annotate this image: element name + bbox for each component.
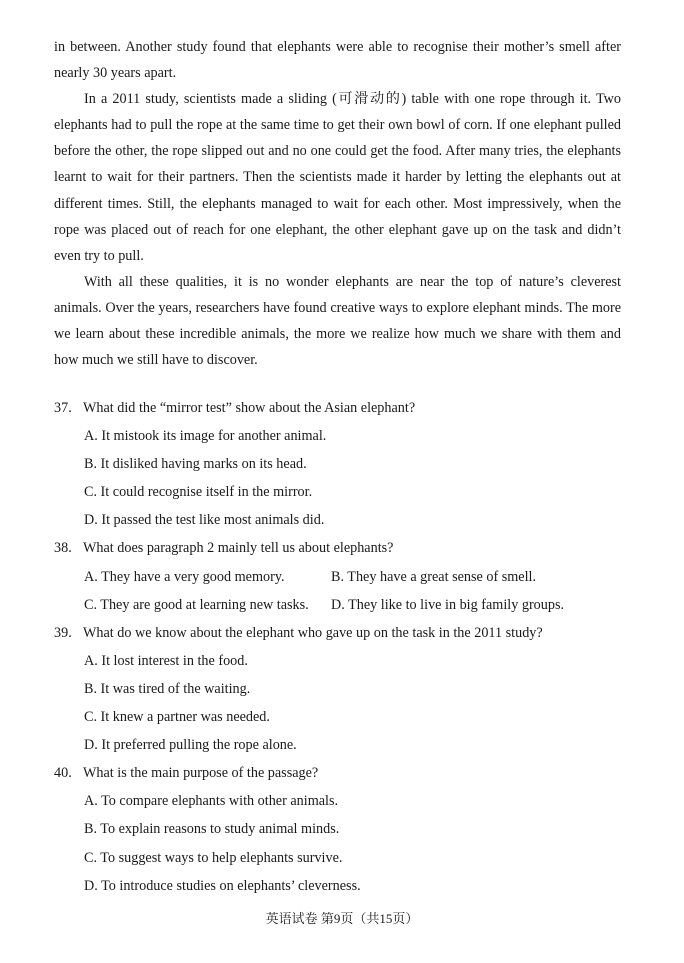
- option-d: D. To introduce studies on elephants’ cleverness.: [84, 877, 361, 894]
- question-text: What does paragraph 2 mainly tell us about elephants?: [83, 540, 394, 557]
- option-c: C. It knew a partner was needed.: [84, 709, 270, 726]
- option-a: A. They have a very good memory.: [84, 568, 285, 585]
- page-footer: 英语试卷 第9页（共15页）: [265, 911, 419, 926]
- option-b: B. It was tired of the waiting.: [84, 680, 251, 697]
- option-d: D. It passed the test like most animals did.: [84, 512, 325, 529]
- question-37: [54, 394, 634, 534]
- option-d: D. They like to live in big family groups.: [331, 596, 565, 613]
- question-text: What did the “mirror test” show about the Asian elephant?: [83, 400, 416, 416]
- question-number: 40.: [54, 765, 72, 782]
- question-number: 38.: [54, 540, 72, 557]
- option-c: C. It could recognise itself in the mirror.: [84, 484, 313, 501]
- option-b: B. They have a great sense of smell.: [331, 568, 536, 585]
- passage-paragraph-3: With all these qualities, it is no wonder elephants are near the top of nature’s cleverest animals. Over the years, researchers have found creative ways to explore elephant minds. The more we learn about these incredible animals, the more we realize how much we share with them and how much we still have to discover.: [54, 273, 621, 369]
- option-c: C. To suggest ways to help elephants survive.: [84, 849, 343, 866]
- option-a: A. It mistook its image for another animal.: [84, 428, 327, 445]
- question-text: What is the main purpose of the passage?: [83, 765, 319, 782]
- option-c: C. They are good at learning new tasks.: [84, 596, 309, 613]
- passage-paragraph-2: In a 2011 study, scientists made a sliding (可滑动的) table with one rope through it. Two elephants had to pull the rope at the same time to get their own bowl of corn. If one elephant pulled before the other, the rope slipped out and no one could get the food. After many tries, the elephants learnt to wait for their partners. Then the scientists made it harder by letting the elephants out at different times. Still, the elephants managed to wait for each other. Most impressively, when the rope was placed out of reach for one elephant, the other elephant gave up on the task and didn’t even try to pull.: [54, 91, 621, 264]
- option-b: B. To explain reasons to study animal minds.: [84, 821, 340, 838]
- question-number: 37.: [54, 400, 72, 416]
- question-39: [54, 619, 634, 759]
- question-list: [54, 394, 634, 900]
- passage-paragraph-1: in between. Another study found that elephants were able to recognise their mother’s smell after nearly 30 years apart.: [54, 39, 621, 82]
- question-text: What do we know about the elephant who gave up on the task in the 2011 study?: [83, 624, 543, 641]
- option-a: A. To compare elephants with other animals.: [84, 793, 339, 810]
- question-38: [54, 534, 634, 618]
- options-row-1: [54, 563, 634, 591]
- reading-passage: [54, 34, 621, 373]
- option-a: A. It lost interest in the food.: [84, 652, 248, 669]
- option-b: B. It disliked having marks on its head.: [84, 456, 307, 473]
- question-number: 39.: [54, 624, 72, 641]
- option-d: D. It preferred pulling the rope alone.: [84, 737, 297, 754]
- options-row-2: [54, 591, 634, 619]
- question-40: [54, 759, 634, 899]
